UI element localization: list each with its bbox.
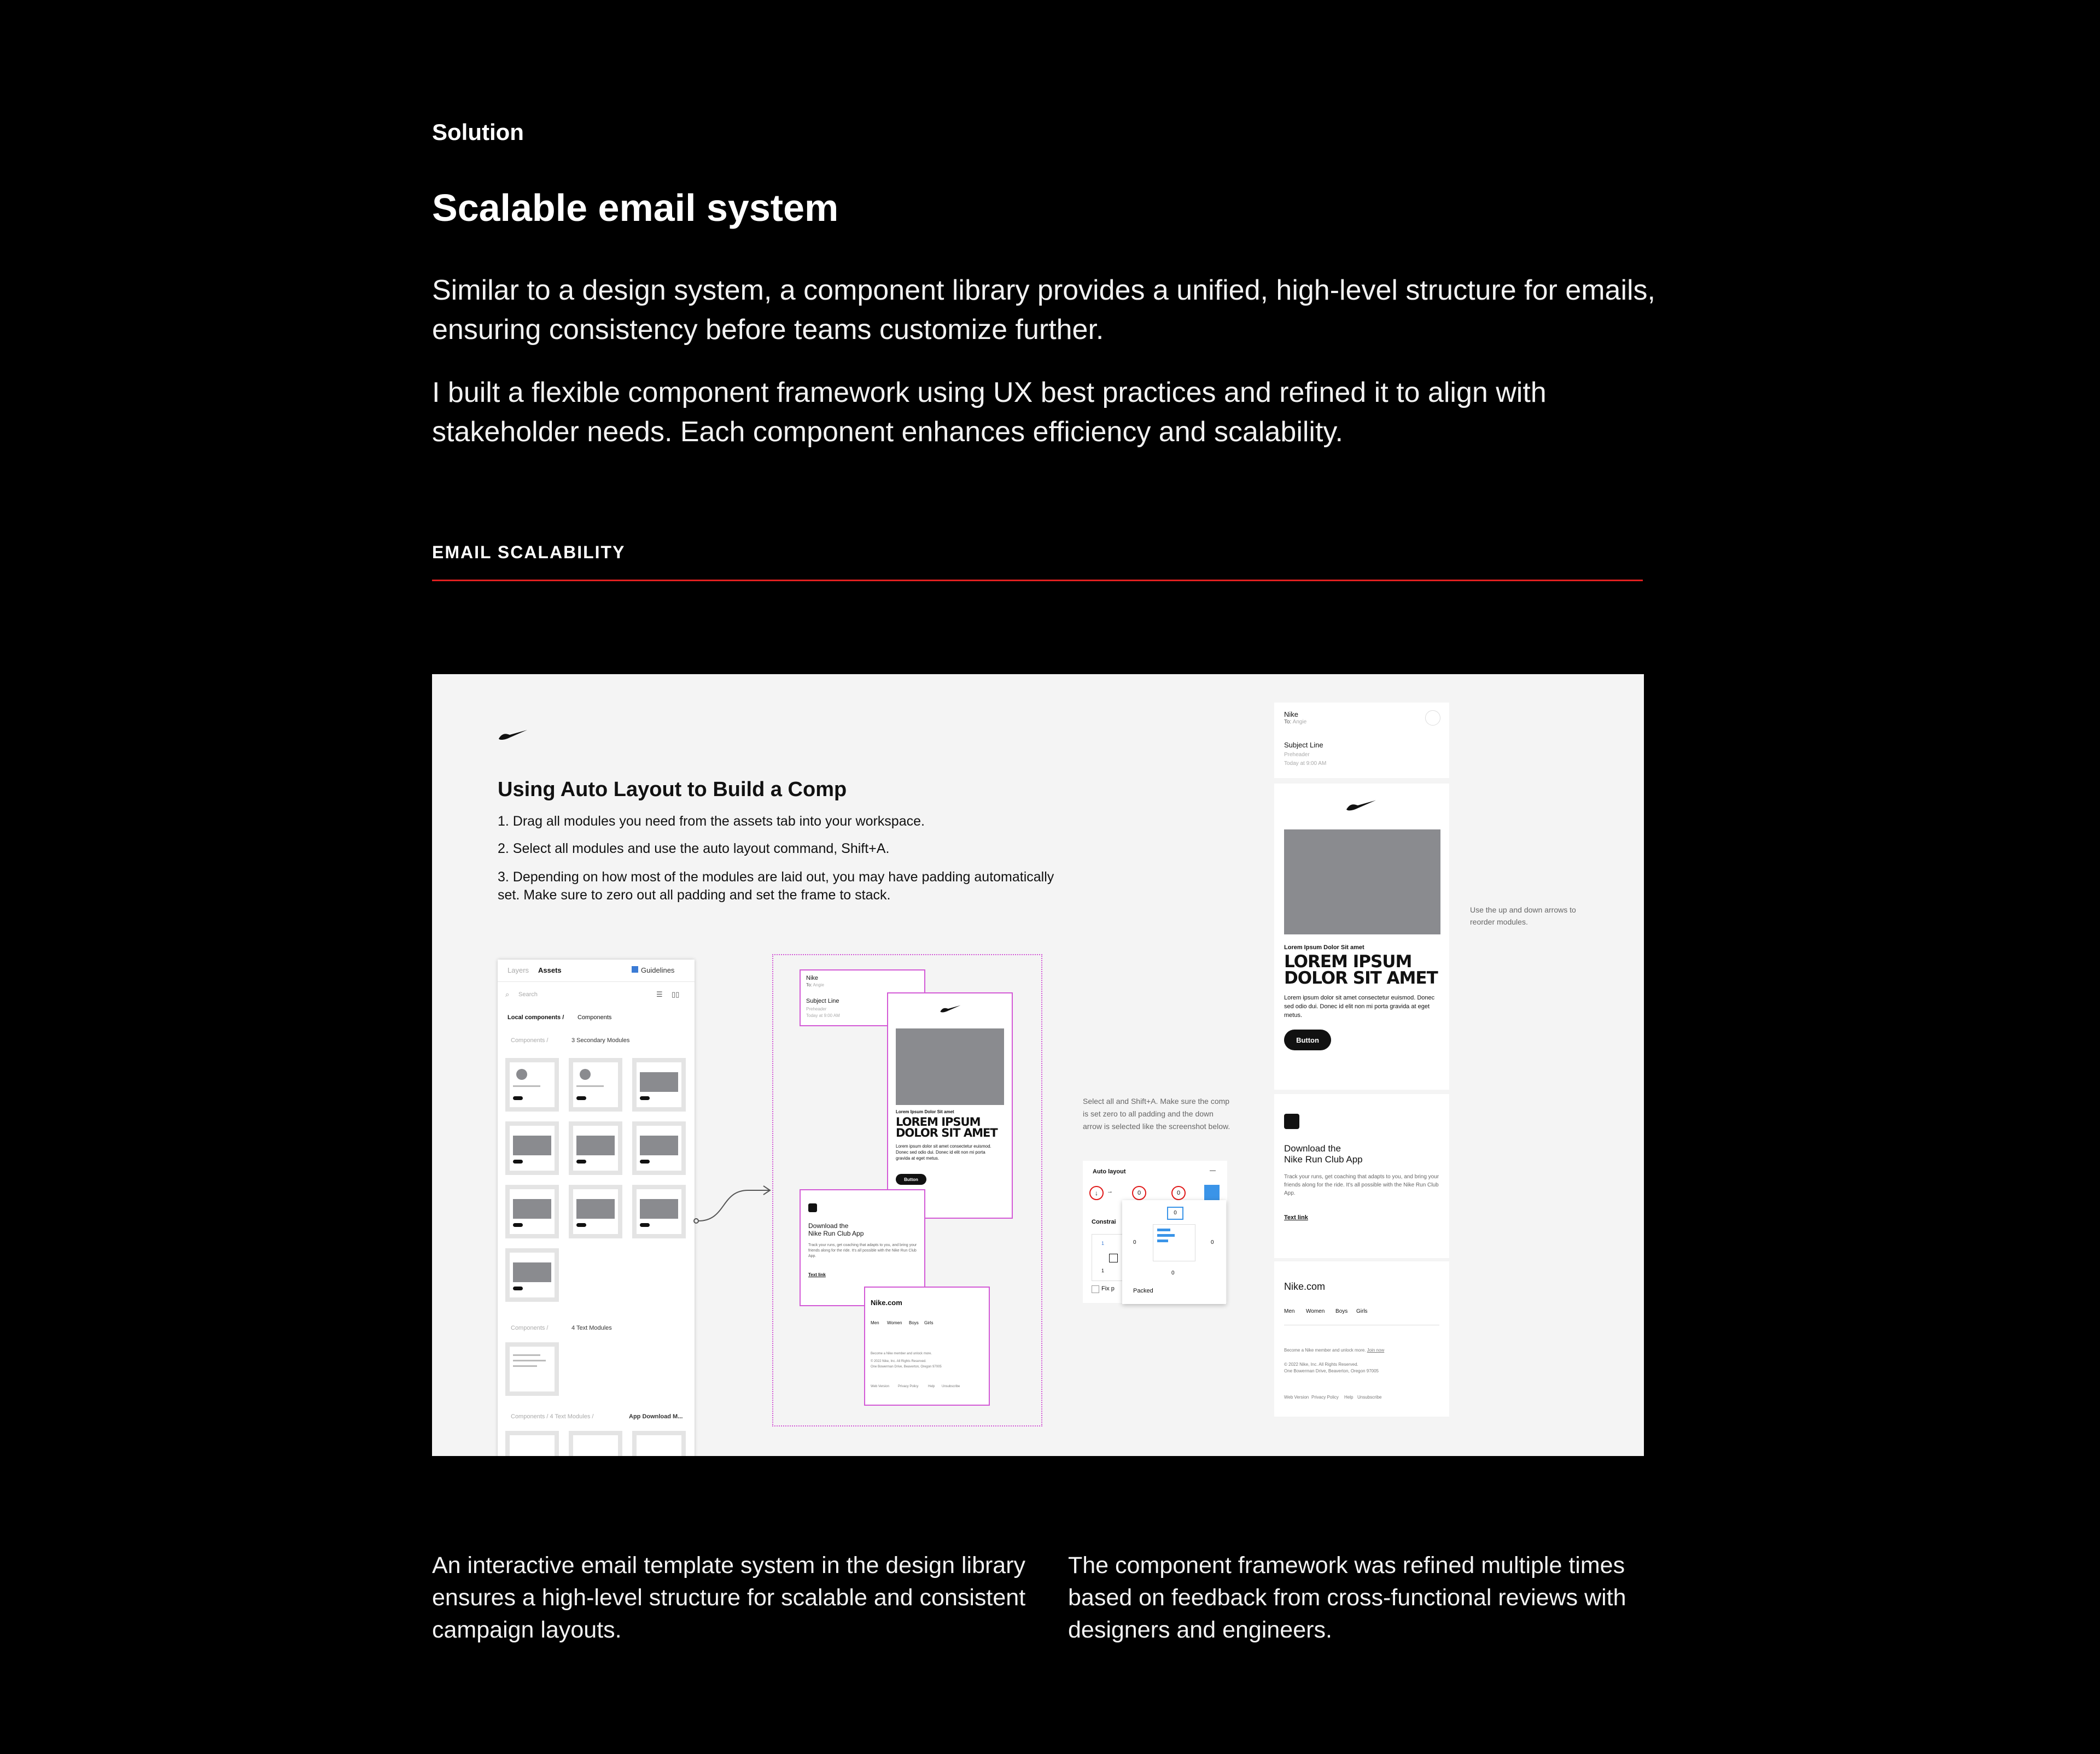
email-footer-module[interactable]: Nike.com Men Women Boys Girls Become a Nike member and unlock more. © 2022 Nike, Inc. All Rights Reserved. One Bowerman Drive, Beaverton, Oregon 97005 Web Version Privacy Policy Help Unsubscribe [864,1287,990,1406]
down-arrow-icon[interactable]: ↓ [1089,1186,1104,1200]
assets-panel [498,960,695,1456]
group2-name[interactable]: 4 Text Modules [571,1325,612,1331]
component-thumbnail[interactable] [632,1121,686,1175]
align-icon[interactable] [1204,1185,1220,1200]
caption-left: An interactive email template system in the design library ensures a high-level structure for scalable and consistent campaign layouts. [432,1552,1026,1643]
padding-input[interactable]: 0 [1171,1186,1186,1200]
step-1: 1. Drag all modules you need from the assets tab into your workspace. [498,814,925,829]
page-title: Scalable email system [432,186,839,229]
component-thumbnail[interactable] [569,1058,622,1112]
section-eyebrow: Solution [432,119,524,145]
component-thumbnail[interactable] [505,1431,559,1456]
screenshot-heading: Using Auto Layout to Build a Comp [498,778,847,801]
email-comp [1274,703,1449,1417]
component-thumbnail[interactable] [569,1185,622,1238]
section-divider [432,580,1643,581]
padding-input[interactable]: 0 [1132,1186,1146,1200]
autolayout-panel: Auto layout — ↓ → 0 0 Constrai 1 1 Fix p 0 0 0 0 Packed [1083,1161,1227,1303]
email-app-module[interactable]: Download the Nike Run Club App Track your runs, get coaching that adapts to you, and bring your friends along for the ride. It's all possible with the Nike Run Club App. Text link [1274,1094,1449,1258]
text-link[interactable]: Text link [1284,1214,1308,1221]
list-view-icon[interactable]: ☰ [656,990,663,998]
component-thumbnail[interactable] [505,1342,559,1396]
email-app-module[interactable]: Download the Nike Run Club App Track your runs, get coaching that adapts to you, and bring your friends along for the ride. It's all possible with the Nike Run Club App. Text link [800,1189,925,1306]
cta-button[interactable]: Button [1284,1030,1331,1050]
library-book-icon [632,966,638,973]
component-thumbnail[interactable] [632,1431,686,1456]
autolayout-note: Select all and Shift+A. Make sure the comp is set zero to all padding and the down arrow is selected like the screenshot below. [1083,1097,1230,1131]
email-header-module[interactable]: Nike To: Angie Subject Line Preheader Today at 9:00 AM [800,969,925,1026]
nike-swoosh-icon [1345,799,1377,812]
tab-layers[interactable]: Layers [508,966,529,974]
email-system-screenshot [432,674,1644,1456]
nike-swoosh-icon [940,1004,961,1013]
components-label: Components [578,1014,612,1021]
section-label: EMAIL SCALABILITY [432,542,626,562]
nike-swoosh-icon [498,729,528,741]
intro-paragraph-1: Similar to a design system, a component library provides a unified, high-level structure for emails, ensuring consistency before teams customize further. [432,274,1655,346]
component-thumbnail[interactable] [569,1431,622,1456]
email-header-module[interactable]: Nike To: Angie Subject Line Preheader Today at 9:00 AM [1274,703,1449,778]
email-hero-module[interactable]: Lorem Ipsum Dolor Sit amet LOREM IPSUM DOLOR SIT AMET Lorem ipsum dolor sit amet consectetur euismod. Donec sed odio dui. Donec id elit non mi porta gravida at eget metus. Button [887,992,1013,1219]
intro-paragraph-2: I built a flexible component framework using UX best practices and refined it to align with stakeholder needs. Each component enhances efficiency and scalability. [432,377,1547,448]
group2-path: Components / [511,1325,549,1331]
step-3: 3. Depending on how most of the modules are laid out, you may have padding automatically set. Make sure to zero out all padding and set the frame to stack. [498,869,1054,903]
caption-right: The component framework was refined multiple times based on feedback from cross-functional reviews with designers and engineers. [1068,1552,1626,1643]
local-components-label: Local components / [508,1014,564,1021]
email-footer-module[interactable]: Nike.com Men Women Boys Girls Become a Nike member and unlock more. Join now © 2022 Nike, Inc. All Rights Reserved. One Bowerman Drive, Beaverton, Oregon 97005 Web Version Privacy Policy Help Unsubscribe [1274,1261,1449,1417]
component-thumbnail[interactable] [569,1121,622,1175]
tab-assets[interactable]: Assets [538,966,562,974]
component-thumbnail[interactable] [505,1248,559,1302]
component-thumbnail[interactable] [505,1058,559,1112]
group3-name[interactable]: App Download M... [629,1413,683,1420]
group1-name[interactable]: 3 Secondary Modules [571,1037,630,1044]
fix-position-checkbox[interactable] [1092,1285,1099,1293]
book-icon[interactable]: ▯▯ [672,990,680,998]
component-thumbnail[interactable] [505,1185,559,1238]
avatar [1425,710,1440,726]
hero-image-placeholder [1284,829,1440,934]
drag-arrow-icon [693,1183,775,1226]
library-dropdown[interactable]: Guidelines [641,966,675,974]
step-2: 2. Select all modules and use the auto layout command, Shift+A. [498,841,890,856]
reorder-note: Use the up and down arrows to reorder modules. [1470,905,1576,926]
email-hero-module[interactable]: Lorem Ipsum Dolor Sit amet LOREM IPSUM DOLOR SIT AMET Lorem ipsum dolor sit amet consectetur euismod. Donec sed odio dui. Donec id elit non mi porta gravida at eget metus. Button [1274,784,1449,1090]
app-icon [1284,1114,1299,1129]
search-icon: ⌕ [505,990,510,998]
group1-path: Components / [511,1037,549,1044]
padding-popover: 0 0 0 0 Packed [1122,1200,1226,1304]
assets-search-input[interactable]: Search [518,991,538,998]
group3-path: Components / 4 Text Modules / [511,1413,594,1420]
component-thumbnail[interactable] [505,1121,559,1175]
component-thumbnail[interactable] [632,1185,686,1238]
component-thumbnail[interactable] [632,1058,686,1112]
